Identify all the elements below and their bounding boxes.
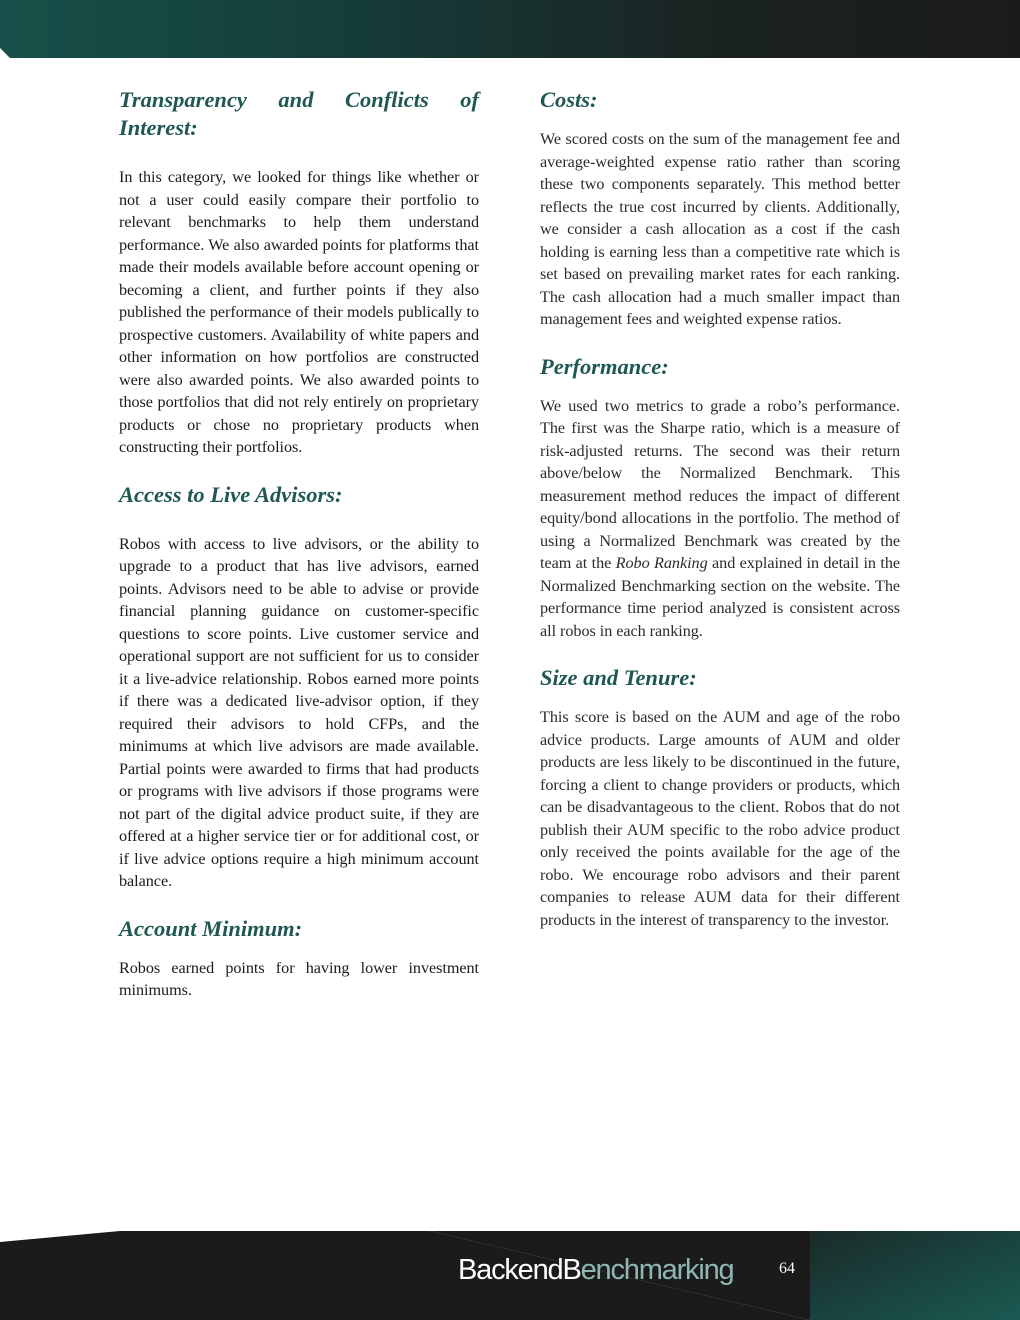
page-number: 64 bbox=[779, 1260, 795, 1277]
section-heading-performance: Performance: bbox=[540, 353, 669, 379]
section-heading-costs: Costs: bbox=[540, 87, 598, 112]
section-heading-account-minimum: Account Minimum: bbox=[119, 915, 303, 941]
robo-ranking-name: Robo Ranking bbox=[615, 554, 708, 572]
header-band bbox=[0, 0, 1020, 60]
section-heading-transparency: Transparency and Conflicts of Interest: bbox=[119, 87, 479, 140]
performance-text-b: and explained in detail in the Normalized Benchmarking section on the website. The performance time period analyzed is consistent across all robos in each ranking. bbox=[540, 554, 900, 640]
section-body-size-tenure: This score is based on the AUM and age of the robo advice products. Large amounts of AUM and older products are less likely to be discontinued in the future, forcing a client to change providers or products, which can be disadvantageous to the client. Robos that do not publish their AUM specific to the robo advice product only received the points available for the age of the robo. We encourage robo advisors and their parent companies to release AUM data for their different products in the interest of transparency to the investor. bbox=[540, 708, 900, 929]
right-column bbox=[540, 86, 900, 931]
footer-teal-block bbox=[810, 1231, 1020, 1320]
logo-word-benchmarking: enchmarking bbox=[580, 1254, 734, 1286]
brand-logo bbox=[458, 1254, 733, 1287]
section-heading-size-tenure: Size and Tenure: bbox=[540, 665, 697, 690]
section-body-costs: We scored costs on the sum of the management fee and average-weighted expense ratio rather than scoring these two components separately. This method better reflects the true cost incurred by clients. Additionally, we consider a cash allocation as a cost if the cash holding is earning less than a competitive rate which is set based on prevailing market rates for each ranking. The cash allocation had a much smaller impact than management fees and weighted expense ratios. bbox=[540, 130, 900, 328]
section-body-account-minimum: Robos earned points for having lower investment minimums. bbox=[119, 958, 479, 999]
logo-word-backend: BackendB bbox=[458, 1254, 581, 1286]
section-body-performance bbox=[540, 395, 900, 643]
section-body-transparency: In this category, we looked for things like whether or not a user could easily compare their portfolio to relevant benchmarks to help them understand performance. We also awarded points for platforms that made their models available before account opening or becoming a client, and further points if they also published the performance of their models publically to prospective customers. Availability of white papers and other information on how portfolios are constructed were also awarded points. We also awarded points to those portfolios that did not rely entirely on proprietary products or chose no proprietary products when constructing their portfolios. bbox=[119, 168, 479, 456]
section-body-live-advisors: Robos with access to live advisors, or the ability to upgrade to a product that has live advisors, earned points. Advisors need to be able to advise or provide financial planning guidance on customer-specific questions to score points. Live customer service and operational support are not sufficient for us to consider it a live-advice relationship. Robos earned more points if there was a dedicated live-advisor option, if they required their advisors to hold CFPs, and the minimums at which live advisors are made available. Partial points were awarded to firms that had products or programs with live advisors if those programs were not part of the digital advice product suite, if they are offered at a higher service tier or for additional cost, or if live advice options require a high minimum account balance. bbox=[119, 534, 479, 890]
performance-text-a: We used two metrics to grade a robo’s performance. The first was the Sharpe ratio, which is a measure of risk-adjusted returns. The second was their return above/below the Normalized Benchmark. This measurement method reduces the impact of different equity/bond allocations in the portfolio. The method of using a Normalized Benchmark was created by the team at the bbox=[540, 396, 900, 572]
left-column bbox=[119, 86, 479, 1002]
section-heading-live-advisors: Access to Live Advisors: bbox=[119, 481, 343, 507]
